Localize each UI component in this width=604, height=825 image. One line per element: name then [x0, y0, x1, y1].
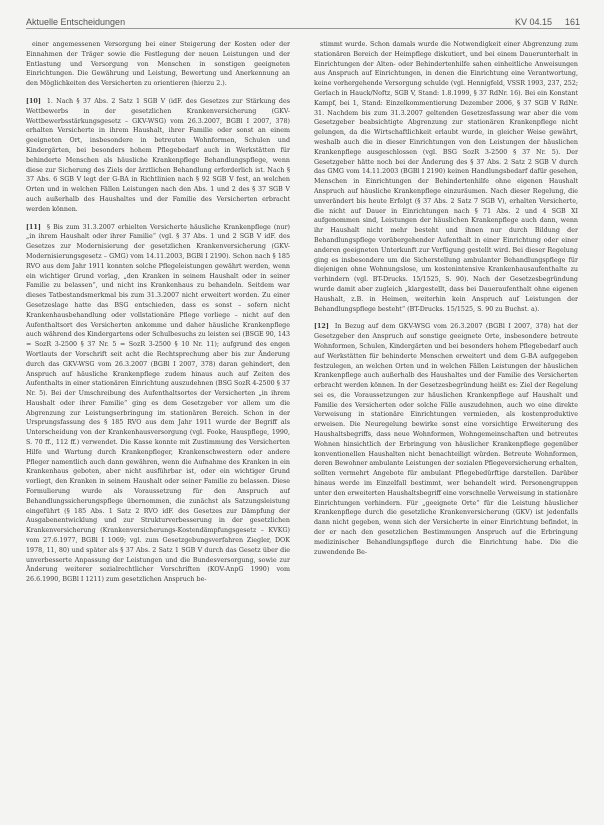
paragraph [26, 223, 290, 585]
paragraph-text: § Bis zum 31.3.2007 erhielten Versicherte häusliche Krankenpflege (nur) „in ihrem Haushalt oder ihrer Familie“ (vgl. § 37 Abs. 1 und 2 SGB V idF. des Gesetzes zur Modernisierung der gesetzlichen Krankenversicherung (GKV-Modernisierungsgesetz – GMG) vom 14.11.2003, BGBl I 2190). Schon nach § 185 RVO aus dem Jahr 1911 konnten solche Pflegeleistungen gewährt werden, wenn ein wichtiger Grund vorlag, „den Kranken in seinem Haushalt oder in seiner Familie zu belassen“, und nicht ins Krankenhaus zu behandeln. Seitdem war dieses Tatbestandsmerkmal bis zum 31.3.2007 nicht erweitert worden. Zu einer Gesetzeslage hatte das BSG entschieden, dass es sonst – sofern nicht Krankenhausbehandlung oder vollstationäre Pflege vorliege – nicht auf den Aufenthaltsort des Versicherten ankomme und daher häusliche Krankenpflege auch während des Kindergartens oder Schulbesuchs zu leisten sei (BSGE 90, 143 = SozR 3-2500 § 37 Nr. 5 = SozR 3-2500 § 10 Nr. 11); aufgrund des engen Wortlauts der Vorschrift seit acht die Rechtsprechung aber bis zur Änderung durch das GKV-WSG vom 26.3.2007 (BGBl I 2007, 378) daran gehindert, den Anspruch auf häusliche Krankenpflege zudem hinaus auch auf Zeiten des Aufenthalts in einer stationären Einrichtung auszudehnen (BSG SozR 4-2500 § 37 Nr. 5). Bei der Umschreibung des Aufenthaltsortes der Versicherten „in ihrem Haushalt oder ihrer Familie“ ging es dem Gesetzgeber vor allem um die Abgrenzung zur Leistungserbringung im stationären Bereich. Schon in der Ursprungsfassung des § 185 RVO aus dem Jahr 1911 wurde der Begriff als Unterscheidung von der Krankenhausversorgung (vgl. Fooke, Hauspflege, 1990, S. 70 ff., 112 ff.) verwendet. Die Kasse konnte mit Zustimmung des Versicherten Hilfe und Wartung durch Krankenpfleger, Krankenschwestern oder andere Pfleger namentlich auch dann gewähren, wenn die Aufnahme des Kranken in ein Krankenhaus geboten, aber nicht ausführbar ist, oder ein wichtiger Grund vorliegt, den Kranken in seinem Haushalt oder seiner Familie zu belassen. Diese Formulierung wurde als Voraussetzung für den Anspruch auf Behandlungssicherungspflege übernommen, die zunächst als Satzungsleistung eingeführt (§ 185 Abs. 1 Satz 2 RVO idF. des Gesetzes zur Dämpfung der Ausgabenentwicklung und zur Strukturverbesserung in der gesetzlichen Krankenversicherung (Krankenversicherungs-Kostendämpfungsgesetz – KVKG) vom 27.6.1977, BGBl I 1069; vgl. zum Gesetzgebungsverfahren Ziegler, DOK 1978, 11, 80) und später als § 37 Abs. 2 Satz 1 SGB V durch das Gesetz über die unverbesserte Anpassung der Leistungen und die Bundesversorgung, sowie zur Änderung weiterer sozialrechtlicher Vorschriften (KOV-AnpG 1990) vom 26.6.1990, BGBl I 1211) zum gesetzlichen Anspruch be- [26, 223, 290, 584]
paragraph-number: [11] [26, 223, 41, 231]
paragraph-text: einer angemessenen Versorgung bei einer Steigerung der Kosten oder der Einnahmen der Träger sowie die Festlegung der neuen Leistungen und der Entlastung und Versorgung von Menschen in sonstigen geeigneten Einrichtungen. Die Gewährung und Leistung, Bewertung und Anerkennung an den Möglichkeiten des Versicherten zu orientieren (hierzu 2.). [26, 41, 290, 88]
page-number: 161 [564, 17, 580, 27]
paragraph-number: [10] [26, 97, 41, 105]
paragraph-text: 1. Nach § 37 Abs. 2 Satz 1 SGB V (idF. des Gesetzes zur Stärkung des Wettbewerbs in der gesetzlichen Krankenversicherung (GKV-Wettbewerbsstärkungsgesetz – GKV-WSG) vom 26.3.2007, BGBl I 2007, 378) erhalten Versicherte in ihrem Haushalt, ihrer Familie oder sonst an einem geeigneten Ort, insbesondere in betreuten Wohnformen, Schulen und Kindergärten, bei besonders hohem Pflegebedarf auch in Werkstätten für behinderte Menschen als häusliche Krankenpflege Behandlungspflege, wenn diese zur Sicherung des Ziels der ärztlichen Behandlung erforderlich ist. Nach § 37 Abs. 6 SGB V legt der G-BA in Richtlinien nach § 92 SGB V fest, an welchen Orten und in welchen Fällen Leistungen nach den Abs. 1 und 2 des § 37 SGB V auch außerhalb des Haushaltes und der Familie des Versicherten erbracht werden können. [26, 97, 290, 213]
paragraph-text: stimmt wurde. Schon damals wurde die Notwendigkeit einer Abgrenzung zum stationären Bereich der Heimpflege diskutiert, und bei einem Dauerunterhalt in Einrichtungen der Alten- oder Behindertenhilfe sahen einheitliche Anweisungen aus Anspruch auf Einrichtungen, in denen die Einrichtung eine Verantwortung, keine vorhergehende Versorgung schulde (vgl. Hennigfeld, VSSR 1993, 237, 252; Gerlach in Hauck/Noftz, SGB V, Stand: 1.8.1999, § 37 RdNr. 16). Bei ein Konstant Kampf, bei 1, Stand: Einzelkommentierung Dezember 2006, § 37 SGB V RdNr. 31. Nachdem bis zum 31.3.2007 geltenden Gesetzesfassung war aber die vom Gesetzgeber beabsichtigte Abgrenzung zur stationären Krankenpflege nicht gelungen, da die Wirtschaftlichkeit erlaubt wurde, in gleicher Weise gewährt, weshalb auch die in dieser Einrichtungen von den Leistungen der häuslichen Krankenpflege ausgeschlossen (vgl. BSG SozR 3-2500 § 37 Nr. 5). Der Gesetzgeber hätte noch bei der Änderung des § 37 Abs. 2 Satz 2 SGB V durch das GMG vom 14.11.2003 (BGBl I 2190) keinen Handlungsbedarf dafür gesehen, Menschen in Einrichtungen der Behindertenhilfe ohne eigenen Haushalt Anspruch auf häusliche Krankenpflege einzuräumen. Nach dieser Regelung, die unverändert bis heute Erfolgt (§ 37 Abs. 2 Satz 7 SGB V), erhalten Versicherte, die nicht auf Dauer in Einrichtungen nach § 71 Abs. 2 und 4 SGB XI aufgenommen sind, Leistungen der häuslichen Krankenpflege auch dann, wenn ihr Haushalt nicht mehr besteht und ihnen nur durch Bildung der Behandlungspflege vorübergehender Aufenthalt in einer Einrichtung oder einer anderen geeigneten Unterkunft zur Verfügung gestellt wird. Bei dieser Regelung ging es insbesondere um die Sicherstellung ambulanter Behandlungspflege für diejenigen ohne Wohnungslose, um kostenintensive Krankenhausaufenthalte zu verhindern (vgl. BT-Drucks. 15/1525, S. 90). Nach der Gesetzesbegründung wurde damit aber zugleich „klargestellt, dass bei Daueraufenthalt ohne eigenen Haushalt, z.B. in Heimen, weiterhin kein Anspruch auf Leistungen der Behandlungspflege besteht“ (BT-Drucks. 15/1525, S. 90 zu Buchst. a). [314, 41, 578, 313]
paragraph [26, 97, 290, 215]
section-title: Aktuelle Entscheidungen [26, 17, 126, 27]
paragraph [314, 40, 578, 314]
paragraph-number: [12] [314, 323, 329, 331]
page-header [26, 14, 580, 32]
paragraph [314, 322, 578, 557]
left-column [26, 40, 290, 810]
journal-issue: KV 04.15 [514, 17, 552, 27]
paragraph [26, 40, 290, 89]
header-rule [26, 28, 580, 29]
right-column [314, 40, 578, 810]
paragraph-text: In Bezug auf dem GKV-WSG vom 26.3.2007 (BGBl I 2007, 378) hat der Gesetzgeber den Anspruch auf sonstige geeignete Orte, insbesondere betreute Wohnformen, Schulen, Kindergärten und bei besonders hohem Pflegebedarf auch auf Werkstätten für behinderte Menschen erweitert und dem G-BA aufgegeben festzulegen, an welchen Orten und in welchen Fällen Leistungen der häuslichen Krankenpflege auch außerhalb des Haushaltes und der Familie des Versicherten erbracht werden können. In der Gesetzesbegründung heißt es: Ziel der Regelung sei es, die Voraussetzungen zur häuslichen Krankenpflege auf Haushalt und Familie des Versicherten oder solche Fälle auszudehnen, auch wo eine direkte Verweisung in stationäre Einrichtungen vermieden, als kostenproduktive erweisen. Die Neuregelung bewirke sonst eine vorsichtige Erweiterung des Haushaltsbegriffs, dass neue Wohnformen, Wohngemeinschaften und betreutes Wohnen hinsichtlich der Erbringung von häuslicher Krankenpflege gegenüber konventionellen Haushalten nicht benachteiligt würden. Betreute Wohnformen, deren Bewohner ambulante Leistungen der sozialen Pflegeversicherung erhalten, sollten vermehrt Angebote für ambulant Pflegebedürftige darstellen. Darüber hinaus werde im Einzelfall bestimmt, wer behandelt wird. Personengruppen unter den erweiterten Haushaltsbegriff eine vorschnelle Verweisung in stationäre Einrichtungen verhindern. Für „geeignete Orte“ für die Leistung häuslicher Krankenpflege durch die gesetzliche Krankenversicherung (GKV) ist jedenfalls dann nicht gegeben, wenn sich der Versicherte in einer Einrichtung befindet, in der er nach den gesetzlichen Bestimmungen Anspruch auf die Erbringung medizinischer Behandlungspflege durch die Einrichtung habe. Die die zuwendende Be- [314, 323, 578, 556]
